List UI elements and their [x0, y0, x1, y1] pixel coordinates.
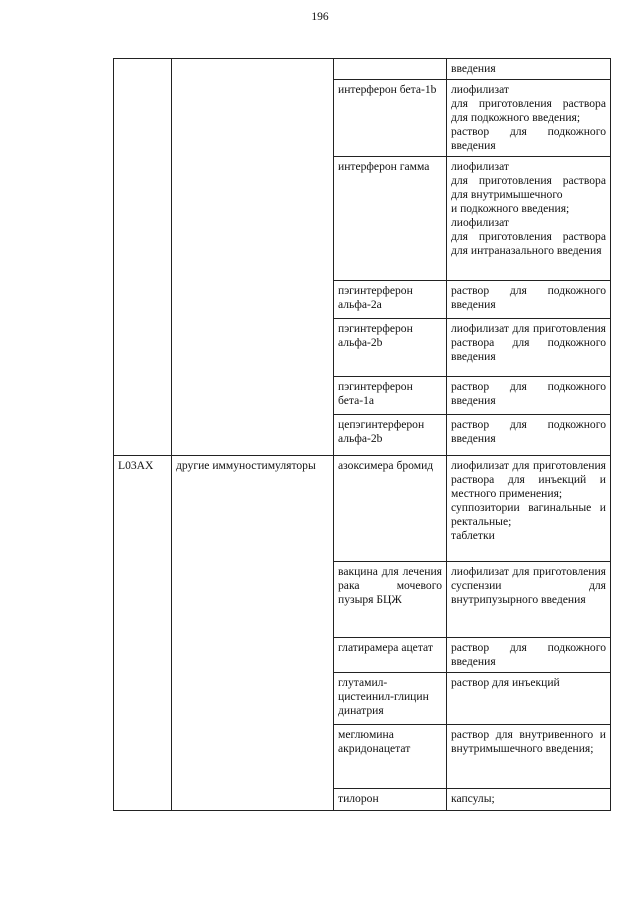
substance-name: глутамил-цистеинил-глицин динатрия — [338, 676, 429, 717]
table-row — [114, 456, 611, 562]
substance-name: интерферон гамма — [338, 160, 430, 173]
substance-cell — [334, 80, 447, 157]
group-name-cell: другие иммуностимуляторы — [172, 456, 334, 811]
substance-cell — [334, 789, 447, 811]
substance-cell — [334, 725, 447, 789]
dosage-form-text: введения — [451, 62, 496, 75]
substance-cell — [334, 281, 447, 319]
substance-name: интерферон бета-1b — [338, 83, 437, 96]
dosage-form-cell — [447, 59, 611, 80]
substance-cell — [334, 59, 447, 80]
dosage-form-text: капсулы; — [451, 792, 495, 805]
substance-name: пэгинтерферон бета-1а — [338, 380, 413, 407]
dosage-form-cell — [447, 80, 611, 157]
substance-name: цепэгинтерферон альфа-2b — [338, 418, 425, 445]
atc-code-cell — [114, 59, 172, 456]
dosage-form-text: лиофилизат для приготовления раствора для подкожного введения — [451, 322, 606, 363]
dosage-form-cell — [447, 673, 611, 725]
page-number: 196 — [311, 11, 329, 23]
substance-cell — [334, 562, 447, 638]
dosage-form-cell — [447, 456, 611, 562]
substance-name: меглюмина акридонацетат — [338, 728, 411, 755]
substance-cell — [334, 673, 447, 725]
substance-name: пэгинтерферон альфа-2b — [338, 322, 413, 349]
substance-cell — [334, 377, 447, 415]
substance-name: глатирамера ацетат — [338, 641, 433, 654]
substance-name: пэгинтерферон альфа-2а — [338, 284, 413, 311]
dosage-form-cell — [447, 725, 611, 789]
dosage-form-text: раствор для подкожного введения — [451, 380, 606, 407]
substance-cell — [334, 157, 447, 281]
dosage-form-cell — [447, 157, 611, 281]
substance-cell — [334, 638, 447, 673]
dosage-form-cell — [447, 377, 611, 415]
dosage-form-text: лиофилизат для приготовления раствора для подкожного введения; раствор для подкожного введения — [451, 83, 606, 152]
dosage-form-cell — [447, 562, 611, 638]
substance-name: вакцина для лечения рака мочевого пузыря БЦЖ — [338, 565, 442, 606]
group-name-cell — [172, 59, 334, 456]
dosage-form-text: раствор для инъекций — [451, 676, 560, 689]
drug-table — [113, 58, 611, 811]
dosage-form-text: лиофилизат для приготовления раствора для внутримышечного и подкожного введения; лиофилизат для приготовления раствора для интраназального введения — [451, 160, 606, 257]
dosage-form-cell — [447, 281, 611, 319]
dosage-form-text: раствор для внутривенного и внутримышечного введения; — [451, 728, 606, 755]
dosage-form-text: лиофилизат для приготовления суспензии для внутрипузырного введения — [451, 565, 606, 606]
dosage-form-cell — [447, 789, 611, 811]
dosage-form-cell — [447, 415, 611, 456]
dosage-form-text: раствор для подкожного введения — [451, 418, 606, 445]
substance-cell — [334, 456, 447, 562]
dosage-form-text: раствор для подкожного введения — [451, 284, 606, 311]
dosage-form-text: раствор для подкожного введения — [451, 641, 606, 668]
substance-name: азоксимера бромид — [338, 459, 434, 472]
dosage-form-cell — [447, 638, 611, 673]
table-row — [114, 59, 611, 80]
substance-cell — [334, 415, 447, 456]
atc-code-cell: L03AX — [114, 456, 172, 811]
substance-name: тилорон — [338, 792, 379, 805]
dosage-form-text: лиофилизат для приготовления раствора для инъекций и местного применения; суппозитории вагинальные и ректальные; таблетки — [451, 459, 606, 542]
dosage-form-cell — [447, 319, 611, 377]
substance-cell — [334, 319, 447, 377]
